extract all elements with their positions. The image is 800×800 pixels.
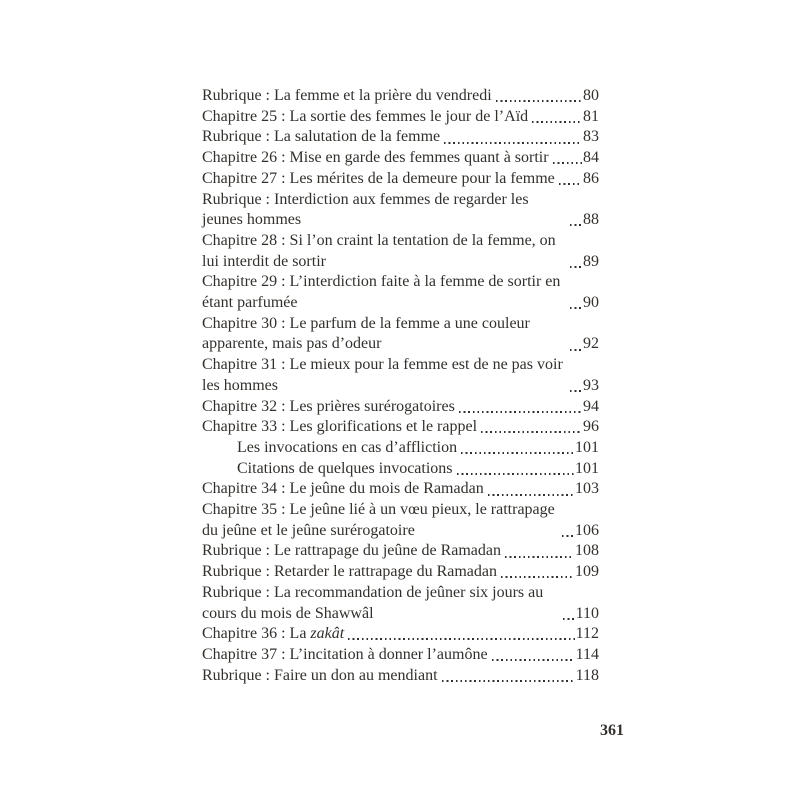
toc-entry bbox=[202, 169, 599, 190]
toc-entry-title: Chapitre 26 : Mise en garde des femmes quant à sortir bbox=[202, 149, 549, 167]
toc-entry bbox=[202, 397, 599, 418]
dot-leader bbox=[457, 473, 574, 475]
toc-entry bbox=[202, 127, 599, 148]
toc-entry-title: Chapitre 30 : Le parfum de la femme a une couleur apparente, mais pas d’odeur bbox=[202, 314, 530, 353]
toc-entry-page-number: 114 bbox=[575, 645, 599, 663]
toc-entry bbox=[202, 231, 599, 272]
dot-leader bbox=[570, 307, 582, 309]
dot-leader bbox=[563, 618, 575, 620]
toc-entry-title: Chapitre 37 : L’incitation à donner l’aumône bbox=[202, 645, 488, 663]
toc-entry-page-number: 81 bbox=[583, 107, 599, 125]
toc-entry bbox=[202, 583, 599, 624]
toc-entry-page-number: 101 bbox=[575, 438, 599, 456]
toc-entry bbox=[202, 86, 599, 107]
toc-entry-page-number: 90 bbox=[583, 294, 599, 312]
toc-entry-title-italic-term: zakât bbox=[310, 625, 345, 643]
toc-entry bbox=[202, 190, 599, 231]
toc-entry bbox=[202, 272, 599, 313]
toc-entry bbox=[202, 624, 599, 645]
dot-leader bbox=[459, 411, 582, 413]
dot-leader bbox=[461, 452, 574, 454]
toc-entry-title: Citations de quelques invocations bbox=[237, 459, 453, 477]
dot-leader bbox=[481, 431, 582, 433]
toc-entry bbox=[202, 500, 599, 541]
dot-leader bbox=[570, 390, 582, 392]
toc-entry-title: Rubrique : Retarder le rattrapage du Ramadan bbox=[202, 563, 497, 581]
toc-entry-page-number: 84 bbox=[583, 149, 599, 167]
toc-entry-page-number: 110 bbox=[575, 604, 599, 622]
toc-entry bbox=[202, 107, 599, 128]
toc-entry-page-number: 112 bbox=[575, 625, 599, 643]
toc-entry bbox=[202, 148, 599, 169]
toc-entry bbox=[202, 645, 599, 666]
page-number-folio: 361 bbox=[600, 722, 624, 739]
toc-entry bbox=[202, 314, 599, 355]
toc-entry bbox=[202, 459, 599, 480]
toc-entry bbox=[202, 417, 599, 438]
toc-entry bbox=[202, 479, 599, 500]
toc-entry bbox=[202, 355, 599, 396]
toc-entry-page-number: 94 bbox=[583, 397, 599, 415]
toc-entry-page-number: 92 bbox=[583, 335, 599, 353]
toc-entry-title: Chapitre 28 : Si l’on craint la tentation de la femme, on lui interdit de sortir bbox=[202, 231, 556, 270]
dot-leader bbox=[570, 266, 582, 268]
toc-entry-page-number: 80 bbox=[583, 87, 599, 104]
toc-entry-title: Rubrique : La salutation de la femme bbox=[202, 128, 441, 146]
toc-entry-title: Chapitre 25 : La sortie des femmes le jour de l’Aïd bbox=[202, 107, 529, 125]
toc-entry-page-number: 106 bbox=[575, 521, 599, 539]
dot-leader bbox=[532, 121, 582, 123]
toc-entry-page-number: 109 bbox=[575, 563, 599, 581]
toc-entry-page-number: 103 bbox=[575, 480, 599, 498]
dot-leader bbox=[488, 494, 574, 496]
dot-leader bbox=[562, 535, 574, 537]
toc-entry-title: Chapitre 34 : Le jeûne du mois de Ramadan bbox=[202, 480, 484, 498]
toc-entry-page-number: 88 bbox=[583, 211, 599, 229]
dot-leader bbox=[570, 349, 582, 351]
toc-entry-title: Chapitre 32 : Les prières surérogatoires bbox=[202, 397, 455, 415]
toc-entry-title: Chapitre 36 : La zakât bbox=[202, 625, 345, 643]
toc-entry-title: Chapitre 33 : Les glorifications et le rappel bbox=[202, 418, 478, 436]
toc-entry-page-number: 108 bbox=[575, 542, 599, 560]
toc-entry-page-number: 83 bbox=[583, 128, 599, 146]
dot-leader bbox=[501, 576, 574, 578]
toc-entry-page-number: 96 bbox=[583, 418, 599, 436]
toc-entry-title: Rubrique : Faire un don au mendiant bbox=[202, 666, 438, 684]
dot-leader bbox=[348, 638, 574, 640]
toc-entry bbox=[202, 562, 599, 583]
toc-entry-page-number: 101 bbox=[575, 459, 599, 477]
toc-entry-title: Chapitre 35 : Le jeûne lié à un vœu pieux, le rattrapage du jeûne et le jeûne surérogatoire bbox=[202, 501, 555, 539]
toc-entry-title: Chapitre 31 : Le mieux pour la femme est de ne pas voir les hommes bbox=[202, 356, 563, 394]
toc-entry bbox=[202, 666, 599, 687]
dot-leader bbox=[553, 162, 582, 164]
toc-entry-page-number: 86 bbox=[583, 169, 599, 187]
toc-entry-title: Rubrique : Interdiction aux femmes de regarder les jeunes hommes bbox=[202, 190, 529, 229]
dot-leader bbox=[505, 556, 574, 558]
dot-leader bbox=[492, 659, 575, 661]
toc-entry-page-number: 93 bbox=[583, 376, 599, 394]
table-of-contents bbox=[202, 86, 599, 686]
dot-leader bbox=[496, 100, 582, 102]
toc-entry-title: Rubrique : La femme et la prière du vendredi bbox=[202, 87, 492, 104]
dot-leader bbox=[444, 142, 582, 144]
toc-entry-title: Rubrique : Le rattrapage du jeûne de Ramadan bbox=[202, 542, 501, 560]
toc-entry bbox=[202, 541, 599, 562]
dot-leader bbox=[442, 680, 575, 682]
toc-entry-title: Les invocations en cas d’affliction bbox=[237, 438, 458, 456]
toc-entry-page-number: 89 bbox=[583, 252, 599, 270]
toc-entry-page-number: 118 bbox=[575, 666, 599, 684]
toc-entry bbox=[202, 438, 599, 459]
toc-entry-title: Chapitre 29 : L’interdiction faite à la femme de sortir en étant parfumée bbox=[202, 273, 561, 312]
toc-entry-title: Rubrique : La recommandation de jeûner six jours au cours du mois de Shawwâl bbox=[202, 583, 544, 622]
dot-leader bbox=[570, 224, 582, 226]
toc-entry-title: Chapitre 27 : Les mérites de la demeure pour la femme bbox=[202, 169, 555, 187]
dot-leader bbox=[559, 183, 582, 185]
